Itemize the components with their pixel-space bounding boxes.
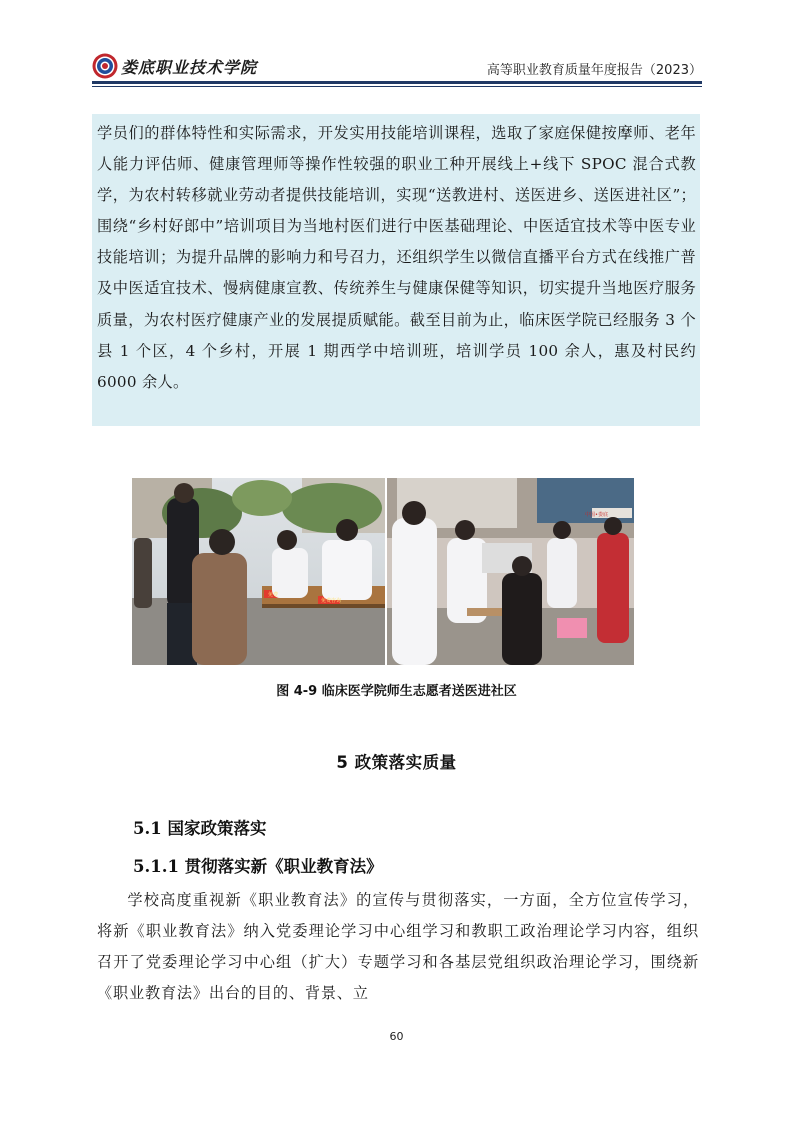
sign-loudi: 中国•娄底 bbox=[585, 512, 608, 518]
section-title: 5.1 国家政策落实 bbox=[133, 819, 267, 838]
school-logo bbox=[92, 53, 257, 79]
case-study-box bbox=[92, 114, 700, 426]
header-rule-thin bbox=[92, 86, 702, 87]
school-name: 娄底职业技术学院 bbox=[121, 57, 258, 77]
photo-community-clinic bbox=[387, 478, 634, 665]
page-number: 60 bbox=[389, 1030, 404, 1043]
subsection-title: 5.1.1 贯彻落实新《职业教育法》 bbox=[133, 857, 383, 876]
sign-free-consult: 免费咨询 bbox=[321, 598, 342, 604]
figure-caption: 图 4-9 临床医学院师生志愿者送医进社区 bbox=[276, 684, 517, 699]
photo-outdoor-consultation bbox=[132, 478, 385, 665]
case-study-text: 学员们的群体特性和实际需求，开发实用技能培训课程，选取了家庭保健按摩师、老年人能力评估师、健康管理师等操作性较强的职业工种开展线上+线下 SPOC 混合式教学，为农村转移就业劳动者提供技能培训，实现“送教进村、送医进乡、送医进社区”；围绕“乡村好郎中”培训项目为当地村医们进行中医基础理论、中医适宜技术等中医专业技能培训；为提升品牌的影响力和号召力，还组织学生以微信直播平台方式在线推广普及中医适宜技术、慢病健康宣教、传统养生与健康保健等知识，切实提升当地医疗服务质量，为农村医疗健康产业的发展提质赋能。截至目前为止，临床医学院已经服务 3 个县 1 个区，4 个乡村，开展 1 期西学中培训班，培训学员 100 余人，惠及村民约 6000 余人。 bbox=[97, 124, 696, 391]
sign-free: 免费 bbox=[268, 592, 279, 598]
header-rule bbox=[92, 81, 702, 84]
report-title: 高等职业教育质量年度报告（2023） bbox=[486, 63, 702, 78]
body-paragraph: 学校高度重视新《职业教育法》的宣传与贯彻落实，一方面，全方位宣传学习，将新《职业教育法》纳入党委理论学习中心组学习和教职工政治理论学习内容，组织召开了党委理论学习中心组（扩大）专题学习和各基层党组织政治理论学习，围绕新《职业教育法》出台的目的、背景、立 bbox=[97, 891, 699, 1003]
figure-photos bbox=[132, 478, 634, 665]
school-seal-icon bbox=[92, 53, 118, 79]
chapter-title: 5 政策落实质量 bbox=[336, 753, 457, 772]
